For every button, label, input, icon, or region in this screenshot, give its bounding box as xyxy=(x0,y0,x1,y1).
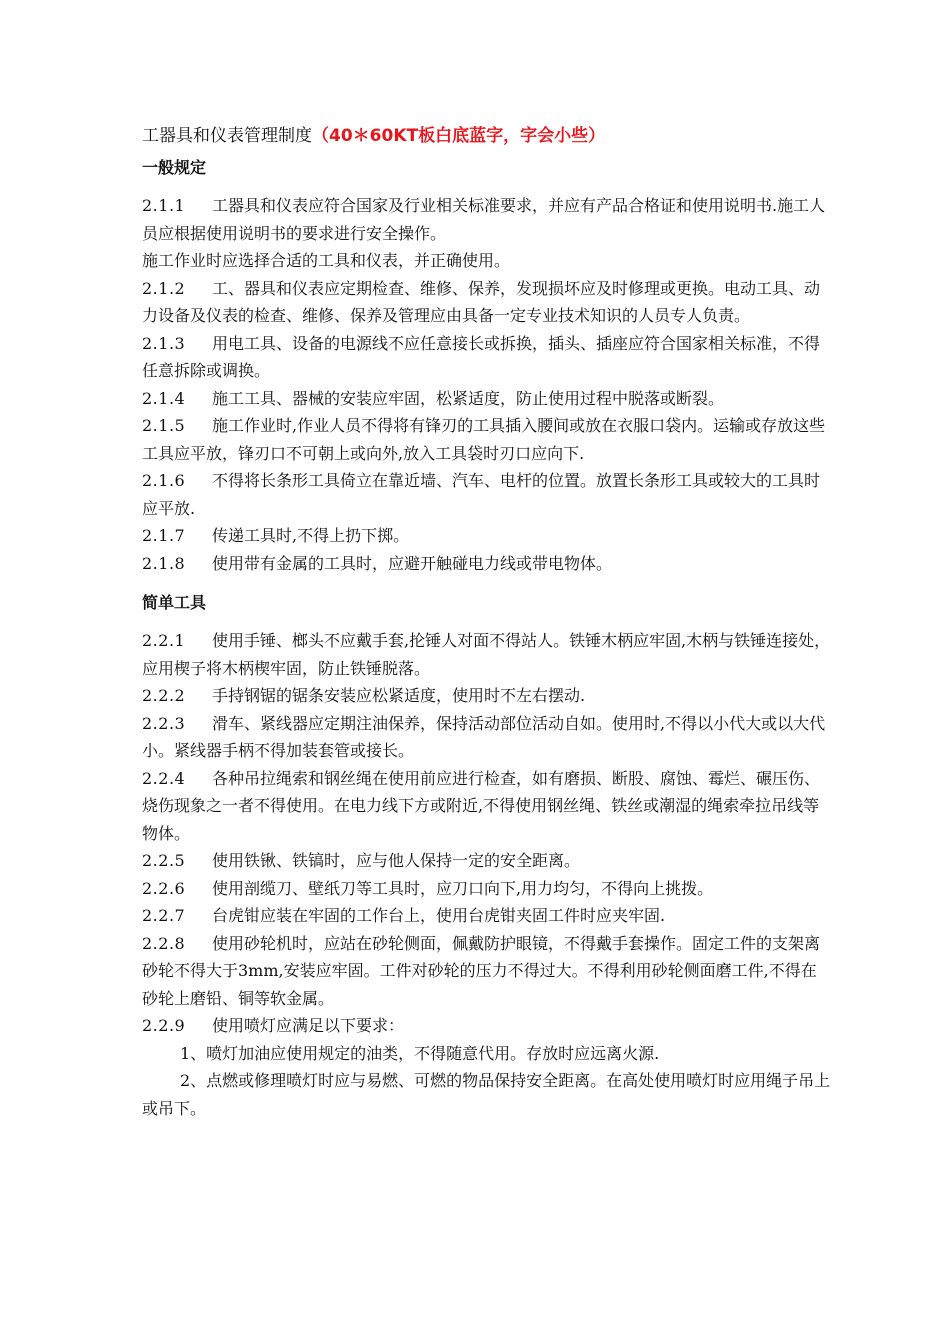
section-heading-general: 一般规定 xyxy=(142,158,207,177)
clause-2-2-5: 2.2.5 使用铁锹、铁镐时，应与他人保持一定的安全距离。 xyxy=(142,851,581,870)
clause-2-1-2: 2.1.2 工、器具和仪表应定期检查、维修、保养，发现损坏应及时修理或更换。电动工具、动力设备及仪表的检查、维修、保养及管理应由具备一定专业技术知识的人员专人负责。 xyxy=(142,278,821,325)
clause-2-1-6: 2.1.6 不得将长条形工具倚立在靠近墙、汽车、电杆的位置。放置长条形工具或较大的工具时应平放. xyxy=(142,471,821,518)
clause-2-1-8: 2.1.8 使用带有金属的工具时，应避开触碰电力线或带电物体。 xyxy=(142,553,613,573)
clause-2-2-9-item-2: 2、点燃或修理喷灯时应与易燃、可燃的物品保持安全距离。在高处使用喷灯时应用绳子吊上或吊下。 xyxy=(142,1071,831,1118)
section-general-body xyxy=(142,192,832,577)
clause-note: 施工作业时应选择合适的工具和仪表，并正确使用。 xyxy=(142,251,511,270)
clause-2-1-3: 2.1.3 用电工具、设备的电源线不应任意接长或拆换，插头、插座应符合国家相关标准，不得任意拆除或调换。 xyxy=(142,333,821,380)
clause-2-2-4: 2.2.4 各种吊拉绳索和钢丝绳在使用前应进行检查，如有磨损、断股、腐蚀、霉烂、碾压伤、烧伤现象之一者不得使用。在电力线下方或附近,不得使用钢丝绳、铁丝或潮湿的绳索牵拉吊线等物体。 xyxy=(142,768,821,843)
document-title xyxy=(142,122,832,150)
clause-2-2-6: 2.2.6 使用剖缆刀、壁纸刀等工具时，应刀口向下,用力均匀，不得向上挑拨。 xyxy=(142,878,714,898)
clause-2-1-5: 2.1.5 施工作业时,作业人员不得将有锋刃的工具插入腰间或放在衣服口袋内。运输或存放这些工具应平放，锋刃口不可朝上或向外,放入工具袋时刃口应向下. xyxy=(142,416,826,463)
title-text: 工器具和仪表管理制度 xyxy=(142,126,312,146)
section-heading-simple-tools: 简单工具 xyxy=(142,593,207,612)
document-page xyxy=(142,122,832,1122)
clause-2-2-9-item-1: 1、喷灯加油应使用规定的油类，不得随意代用。存放时应远离火源. xyxy=(180,1043,660,1063)
clause-2-2-8: 2.2.8 使用砂轮机时，应站在砂轮侧面，佩戴防护眼镜，不得戴手套操作。固定工件的支架离砂轮不得大于3mm,安装应牢固。工件对砂轮的压力不得过大。不得利用砂轮侧面磨工件,不得在砂轮上磨铅、铜等软金属。 xyxy=(142,933,821,1008)
clause-2-2-2: 2.2.2 手持钢锯的锯条安装应松紧适度，使用时不左右摆动. xyxy=(142,686,586,705)
clause-2-1-7: 2.1.7 传递工具时,不得上扔下掷。 xyxy=(142,526,410,545)
clause-2-2-7: 2.2.7 台虎钳应装在牢固的工作台上，使用台虎钳夹固工件时应夹牢固. xyxy=(142,906,666,925)
title-note: （40＊60KT板白底蓝字，字会小些） xyxy=(312,126,606,146)
clause-2-2-9: 2.2.9 使用喷灯应满足以下要求： xyxy=(142,1016,405,1035)
clause-2-1-4: 2.1.4 施工工具、器械的安装应牢固，松紧适度，防止使用过程中脱落或断裂。 xyxy=(142,388,725,408)
clause-2-2-3: 2.2.3 滑车、紧线器应定期注油保养，保持活动部位活动自如。使用时,不得以小代大或以大代小。紧线器手柄不得加装套管或接长。 xyxy=(142,713,826,760)
section-simple-tools-body xyxy=(142,627,832,1122)
clause-2-1-1: 2.1.1 工器具和仪表应符合国家及行业相关标准要求，并应有产品合格证和使用说明书.施工人员应根据使用说明书的要求进行安全操作。 xyxy=(142,196,826,243)
clause-2-2-1: 2.2.1 使用手锤、榔头不应戴手套,抡锤人对面不得站人。铁锤木柄应牢固,木柄与铁锤连接处，应用楔子将木柄楔牢固，防止铁锤脱落。 xyxy=(142,631,831,678)
